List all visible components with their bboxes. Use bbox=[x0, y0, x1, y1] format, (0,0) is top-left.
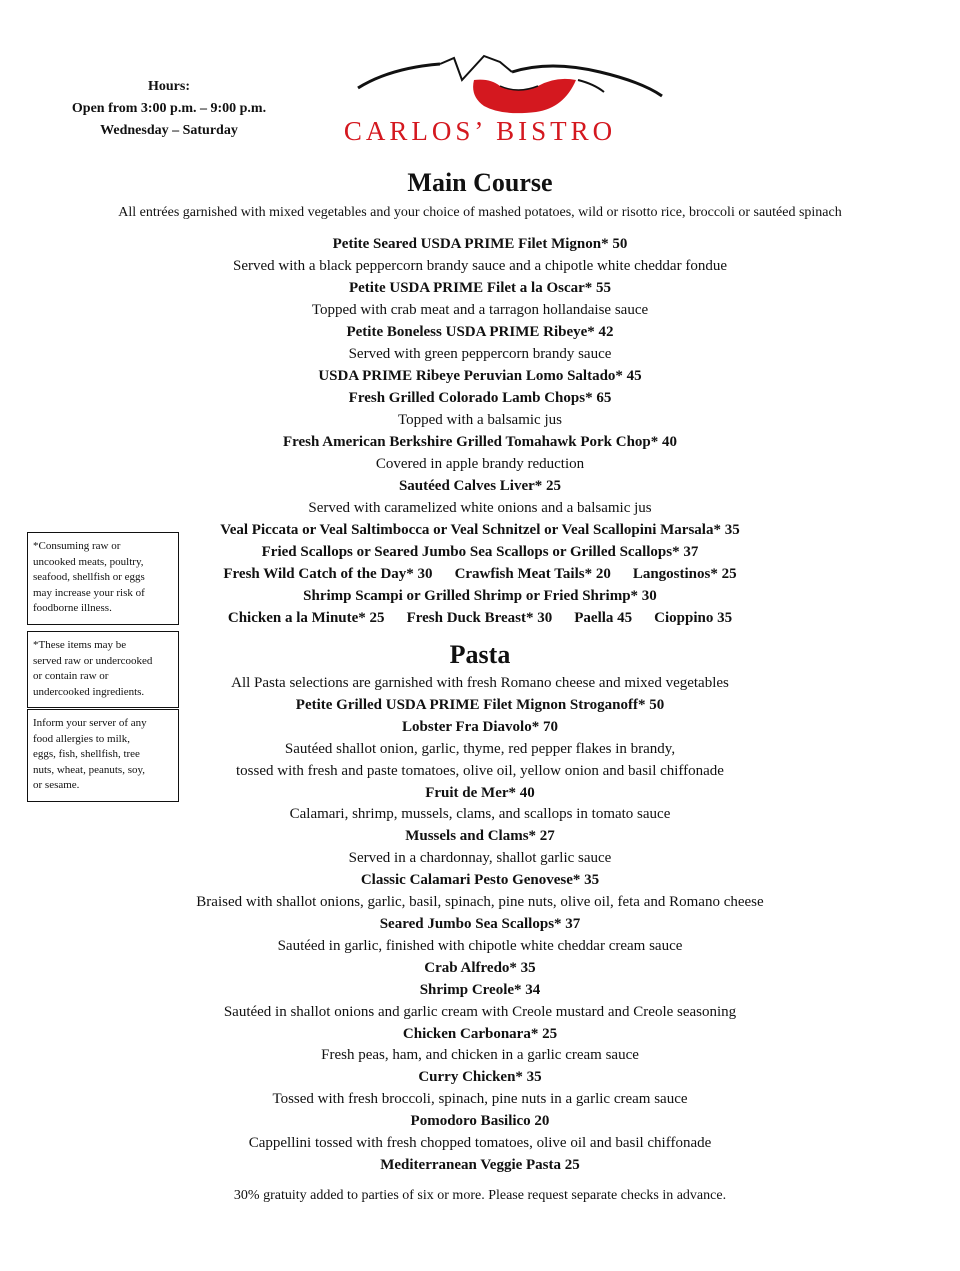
menu-item: Curry Chicken* 35 bbox=[418, 1069, 542, 1086]
menu-item: Crab Alfredo* 35 bbox=[424, 959, 536, 976]
menu-item: USDA PRIME Ribeye Peruvian Lomo Saltado* 45 bbox=[318, 368, 642, 384]
bistro-logo-icon bbox=[350, 50, 670, 120]
menu-item: Fresh Grilled Colorado Lamb Chops* 65 bbox=[348, 390, 612, 406]
menu-item: Fruit de Mer* 40 bbox=[425, 784, 535, 801]
menu-item: Shrimp Scampi or Grilled Shrimp or Fried Shrimp* 30 bbox=[303, 588, 657, 604]
note-line: seafood, shellfish or eggs bbox=[33, 571, 145, 583]
note-line: undercooked ingredients. bbox=[33, 685, 145, 698]
menu-item: Langostinos* 25 bbox=[632, 566, 737, 582]
menu-item: Classic Calamari Pesto Genovese* 35 bbox=[360, 872, 600, 889]
pasta-list bbox=[100, 673, 860, 1177]
menu-item: Lobster Fra Diavolo* 70 bbox=[402, 718, 558, 735]
menu-item: Paella 45 bbox=[574, 610, 633, 626]
menu-item: Petite USDA PRIME Filet a la Oscar* 55 bbox=[348, 280, 612, 296]
menu-item: Mediterranean Veggie Pasta 25 bbox=[380, 1156, 580, 1173]
menu-item-description: Sautéed in garlic, finished with chipotle white cheddar cream sauce bbox=[277, 937, 683, 954]
hours-label: Hours: bbox=[148, 79, 190, 94]
gratuity-footer: 30% gratuity added to parties of six or more. Please request separate checks in advance. bbox=[233, 1188, 727, 1203]
note-line: eggs, fish, shellfish, tree bbox=[33, 748, 140, 760]
seafood-items-row bbox=[100, 563, 860, 585]
note-line: served raw or undercooked bbox=[33, 654, 153, 667]
raw-food-warning-note bbox=[27, 532, 179, 625]
menu-item-description: Calamari, shrimp, mussels, clams, and scallops in tomato sauce bbox=[289, 806, 671, 823]
hours-info bbox=[40, 76, 298, 142]
menu-item-description: Served with green peppercorn brandy sauce bbox=[348, 346, 612, 362]
menu-item-description: tossed with fresh and paste tomatoes, olive oil, yellow onion and basil chiffonade bbox=[236, 762, 724, 779]
menu-item-description: Topped with a balsamic jus bbox=[398, 412, 562, 428]
menu-item-description: Cappellini tossed with fresh chopped tomatoes, olive oil and basil chiffonade bbox=[248, 1135, 712, 1152]
menu-item: Veal Piccata or Veal Saltimbocca or Veal Schnitzel or Veal Scallopini Marsala* 35 bbox=[220, 522, 740, 538]
menu-item-description: Braised with shallot onions, garlic, basil, spinach, pine nuts, olive oil, feta and Romano cheese bbox=[196, 894, 764, 911]
menu-item-description: Tossed with fresh broccoli, spinach, pine nuts in a garlic cream sauce bbox=[272, 1091, 688, 1108]
menu-item-description: Fresh peas, ham, and chicken in a garlic cream sauce bbox=[321, 1047, 639, 1064]
main-course-title: Main Course bbox=[407, 168, 553, 197]
note-line: foodborne illness. bbox=[33, 602, 112, 614]
note-line: uncooked meats, poultry, bbox=[33, 555, 144, 568]
menu-item-description: Sautéed in shallot onions and garlic cream with Creole mustard and Creole seasoning bbox=[223, 1003, 737, 1020]
note-line: Inform your server of any bbox=[33, 717, 147, 729]
menu-item: Cioppino 35 bbox=[654, 610, 733, 626]
main-course-list bbox=[100, 233, 860, 629]
menu-item: Fresh American Berkshire Grilled Tomahawk Pork Chop* 40 bbox=[282, 434, 678, 450]
hours-days: Wednesday – Saturday bbox=[100, 123, 238, 138]
menu-item: Crawfish Meat Tails* 20 bbox=[454, 566, 611, 582]
pasta-intro: All Pasta selections are garnished with fresh Romano cheese and mixed vegetables bbox=[231, 675, 729, 691]
menu-item: Seared Jumbo Sea Scallops* 37 bbox=[379, 915, 581, 932]
menu-item: Fresh Duck Breast* 30 bbox=[406, 610, 553, 626]
note-line: *Consuming raw or bbox=[33, 540, 121, 552]
menu-item: Petite Boneless USDA PRIME Ribeye* 42 bbox=[346, 324, 614, 340]
menu-item: Chicken a la Minute* 25 bbox=[227, 610, 385, 626]
pasta-title: Pasta bbox=[449, 640, 511, 669]
menu-item-description: Sautéed shallot onion, garlic, thyme, red pepper flakes in brandy, bbox=[284, 740, 676, 757]
note-line: or sesame. bbox=[33, 779, 80, 791]
note-line: or contain raw or bbox=[33, 670, 109, 682]
menu-item: Chicken Carbonara* 25 bbox=[402, 1025, 558, 1042]
hours-time: Open from 3:00 p.m. – 9:00 p.m. bbox=[71, 101, 267, 116]
menu-item: Sautéed Calves Liver* 25 bbox=[398, 478, 562, 494]
main-course-intro: All entrées garnished with mixed vegetables and your choice of mashed potatoes, wild or risotto rice, broccoli or sautéed spinach bbox=[118, 205, 842, 220]
menu-item: Shrimp Creole* 34 bbox=[419, 981, 541, 998]
menu-item: Petite Seared USDA PRIME Filet Mignon* 50 bbox=[332, 236, 628, 252]
menu-item: Mussels and Clams* 27 bbox=[405, 828, 555, 845]
menu-item: Pomodoro Basilico 20 bbox=[410, 1113, 550, 1130]
menu-item-description: Topped with crab meat and a tarragon hollandaise sauce bbox=[311, 302, 649, 318]
menu-item-description: Served with caramelized white onions and a balsamic jus bbox=[308, 500, 652, 516]
menu-item: Fried Scallops or Seared Jumbo Sea Scallops or Grilled Scallops* 37 bbox=[261, 544, 699, 560]
note-line: may increase your risk of bbox=[33, 586, 145, 599]
note-line: *These items may be bbox=[33, 639, 127, 651]
menu-item-description: Covered in apple brandy reduction bbox=[375, 456, 585, 472]
menu-item-description: Served in a chardonnay, shallot garlic sauce bbox=[348, 850, 612, 867]
restaurant-name: CARLOS’ BISTRO bbox=[343, 116, 617, 146]
note-line: food allergies to milk, bbox=[33, 732, 130, 745]
undercooked-items-note bbox=[27, 631, 179, 708]
menu-item: Petite Grilled USDA PRIME Filet Mignon Stroganoff* 50 bbox=[295, 696, 665, 713]
menu-item: Fresh Wild Catch of the Day* 30 bbox=[223, 566, 433, 582]
menu-item-description: Served with a black peppercorn brandy sauce and a chipotle white cheddar fondue bbox=[233, 258, 727, 274]
misc-items-row bbox=[100, 607, 860, 629]
note-line: nuts, wheat, peanuts, soy, bbox=[33, 763, 146, 776]
allergy-note bbox=[27, 709, 179, 802]
